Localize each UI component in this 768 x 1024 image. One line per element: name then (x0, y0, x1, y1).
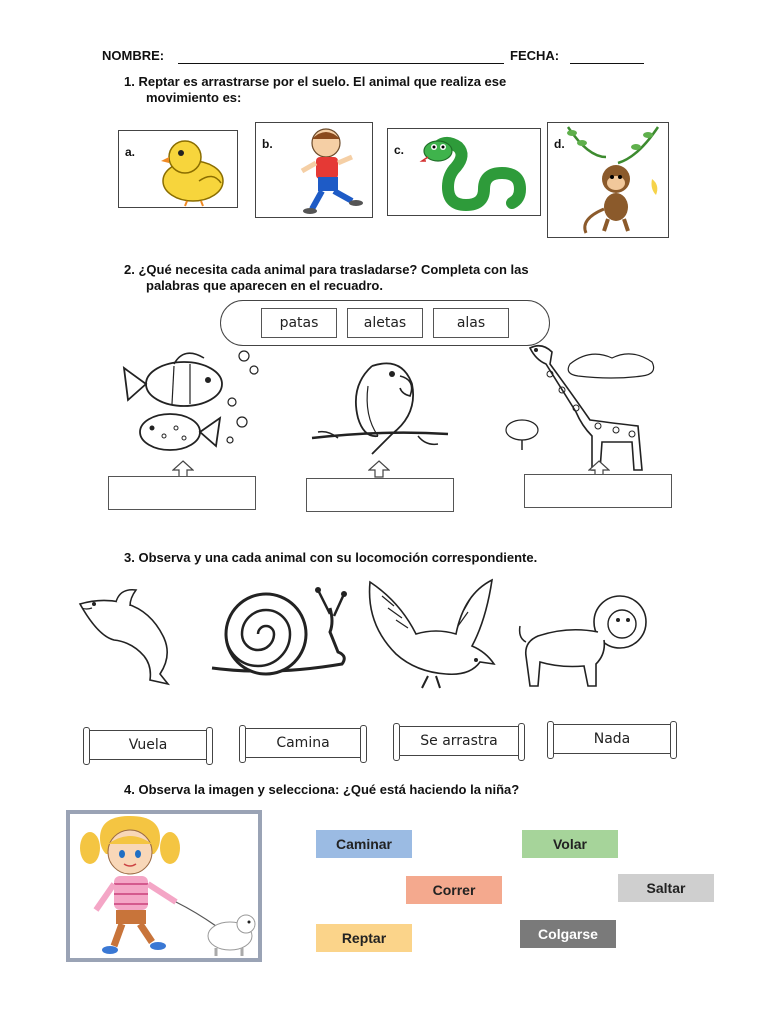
question-3-text: 3. Observa y una cada animal con su locomoción correspondiente. (124, 550, 538, 565)
option-b-letter: b. (262, 137, 273, 151)
date-label: FECHA: (510, 48, 560, 63)
option-a-box[interactable] (118, 130, 238, 208)
girl-walking-dog-image (66, 810, 262, 962)
label-camina[interactable]: Camina (244, 728, 362, 758)
label-nada[interactable]: Nada (552, 724, 672, 754)
choice-saltar[interactable]: Saltar (618, 874, 714, 902)
choice-volar[interactable]: Volar (522, 830, 618, 858)
date-line[interactable] (570, 63, 644, 64)
monkey-icon (548, 123, 668, 237)
option-c-box[interactable] (387, 128, 541, 216)
word-chip-patas[interactable]: patas (261, 308, 337, 338)
answer-box-giraffe[interactable] (524, 474, 672, 508)
choice-reptar[interactable]: Reptar (316, 924, 412, 952)
girl-walking-dog-icon (70, 814, 258, 958)
snail-icon (206, 584, 350, 688)
question-1-line-2: movimiento es: (146, 90, 242, 105)
name-line[interactable] (178, 63, 504, 64)
lion-icon (516, 588, 652, 692)
answer-box-fish[interactable] (108, 476, 256, 510)
arrow-up-icon (368, 460, 390, 478)
option-b-box[interactable] (255, 122, 373, 218)
word-chip-aletas[interactable]: aletas (347, 308, 423, 338)
snake-icon (388, 129, 540, 215)
giraffe-icon (500, 338, 664, 472)
choice-correr[interactable]: Correr (406, 876, 502, 904)
option-d-letter: d. (554, 137, 565, 151)
option-a-letter: a. (125, 145, 136, 159)
option-d-box[interactable] (547, 122, 669, 238)
dolphin-icon (76, 582, 188, 690)
chick-icon (119, 131, 237, 207)
question-2-line-1: 2. ¿Qué necesita cada animal para trasladarse? Completa con las (124, 262, 529, 277)
choice-caminar[interactable]: Caminar (316, 830, 412, 858)
parrot-icon (308, 346, 452, 464)
question-4-text: 4. Observa la imagen y selecciona: ¿Qué está haciendo la niña? (124, 782, 520, 797)
label-se-arrastra[interactable]: Se arrastra (398, 726, 520, 756)
name-label: NOMBRE: (102, 48, 165, 63)
question-2-line-2: palabras que aparecen en el recuadro. (146, 278, 383, 293)
option-c-letter: c. (394, 143, 405, 157)
question-2-text (124, 262, 529, 294)
word-chip-alas[interactable]: alas (433, 308, 509, 338)
choice-colgarse[interactable]: Colgarse (520, 920, 616, 948)
answer-box-parrot[interactable] (306, 478, 454, 512)
worksheet-header (102, 48, 662, 70)
question-1-line-1: 1. Reptar es arrastrarse por el suelo. El animal que realiza ese (124, 74, 507, 89)
fish-icon (104, 342, 268, 462)
running-boy-icon (256, 123, 372, 217)
question-1-text (124, 74, 506, 106)
eagle-icon (364, 576, 496, 692)
label-vuela[interactable]: Vuela (88, 730, 208, 760)
